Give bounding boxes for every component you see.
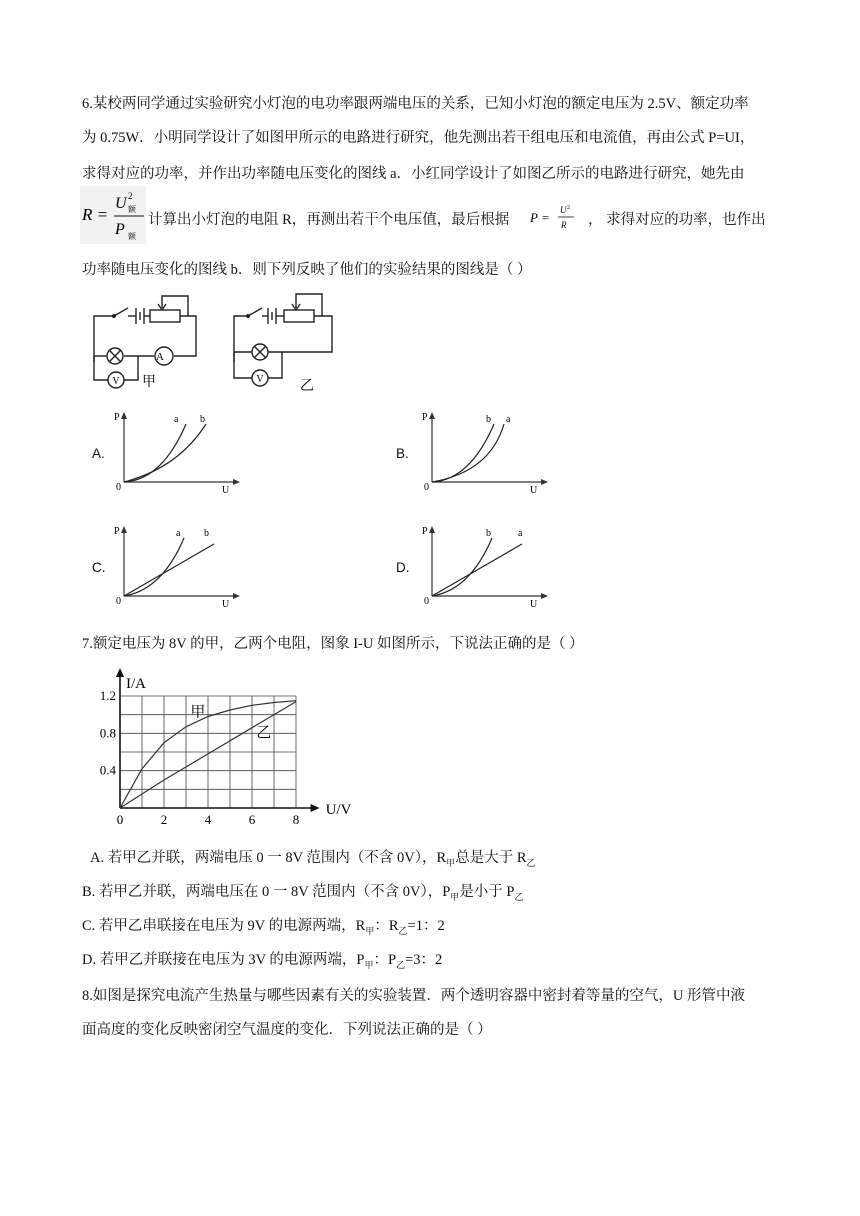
q6-option-a-label[interactable]: A.: [92, 446, 105, 461]
x-axis-label: U: [222, 599, 230, 608]
q6-option-d-graph[interactable]: [420, 524, 550, 608]
x-tick-label: 4: [204, 812, 212, 827]
circuit-jia-wire-left: [94, 316, 114, 362]
curve-2: [432, 424, 504, 482]
x-arrow: [233, 479, 240, 485]
q6-line-4-mid: 计算出小灯泡的电阻 R，再测出若干个电压值，最后根据: [148, 212, 510, 228]
curve-1-label: b: [486, 528, 491, 539]
curve-2-label: a: [506, 414, 511, 425]
q6-option-d-label[interactable]: D.: [396, 560, 410, 575]
q7-option-d-sub1: 甲: [364, 959, 374, 970]
q7-option-c-sub2: 乙: [398, 925, 408, 936]
x-tick-label: 8: [292, 812, 300, 827]
q6-option-b-label[interactable]: B.: [396, 446, 409, 461]
x-tick-label: 0: [116, 812, 124, 827]
x-axis-label: U: [530, 599, 538, 608]
q7-option-c-sub1: 甲: [365, 925, 375, 936]
formula-r: [82, 186, 148, 244]
y-arrow: [121, 412, 127, 419]
x-arrow: [541, 593, 548, 599]
curve-2: [124, 424, 206, 482]
q7-option-d-text: D. 若甲乙并联接在电压为 3V 的电源两端，P: [82, 952, 365, 968]
formula-r-den-sub: 额: [128, 232, 136, 241]
curve-1-label: a: [176, 528, 181, 539]
series-1-label: 甲: [190, 704, 206, 721]
formula-p: [530, 200, 580, 236]
q7-option-a-sub1: 甲: [446, 857, 456, 868]
x-axis-label: U/V: [325, 802, 352, 818]
circuit-yi-switch: [248, 308, 262, 316]
curve-2: [432, 544, 522, 596]
q7-option-b[interactable]: [82, 880, 782, 903]
circuit-jia-slider: [162, 296, 188, 316]
formula-r-num-sup: 2: [128, 191, 133, 201]
y-tick-label: 0.8: [99, 725, 116, 741]
curve-2-label: b: [200, 414, 205, 425]
formula-r-lhs: R =: [82, 205, 109, 224]
q7-option-c-text3: =1：2: [407, 918, 445, 934]
q8-line-1: 8.如图是探究电流产生热量与哪些因素有关的实验装置．两个透明容器中密封着等量的空气，U 形管中液: [82, 988, 745, 1004]
x-tick-label: 2: [160, 812, 168, 827]
q8-line-2: 面高度的变化反映密闭空气温度的变化．下列说法正确的是（ ）: [82, 1022, 492, 1038]
q7-option-b-sub1: 甲: [450, 891, 460, 902]
y-axis-label: P: [422, 412, 428, 423]
x-arrow: [311, 804, 320, 812]
x-axis-label: U: [222, 485, 230, 494]
x-tick-label: 6: [248, 812, 256, 827]
q7-stem: 7.额定电压为 8V 的甲，乙两个电阻，图象 I-U 如图所示，下说法正确的是（ ）: [82, 636, 584, 652]
y-arrow: [429, 412, 435, 419]
q7-option-a-text: A. 若甲乙并联，两端电压 0 一 8V 范围内（不含 0V），R: [90, 850, 447, 866]
circuit-label-yi: 乙: [300, 379, 314, 392]
formula-p-den: R: [561, 220, 567, 230]
q7-option-d-text2: ：P: [373, 952, 397, 968]
origin-label: 0: [116, 596, 121, 607]
q6-option-c-label[interactable]: C.: [92, 560, 106, 575]
q7-option-a-text2: 总是大于 R: [455, 850, 527, 866]
q7-option-a[interactable]: [90, 846, 790, 869]
circuit-jia-volt-wire: [94, 356, 108, 380]
formula-r-den: P: [115, 221, 125, 238]
curve-2-label: a: [518, 528, 523, 539]
q6-option-c-graph[interactable]: [112, 524, 242, 608]
circuit-jia: [78, 288, 208, 392]
q7-option-b-text2: 是小于 P: [459, 884, 515, 900]
curve-2: [124, 544, 214, 596]
ammeter-label: A: [156, 351, 164, 363]
curve-1-label: b: [486, 414, 491, 425]
y-axis-label: P: [114, 526, 120, 537]
q7-option-a-sub2: 乙: [526, 857, 536, 868]
q7-option-c[interactable]: [82, 914, 782, 937]
y-tick-label: 0.4: [99, 762, 116, 778]
circuit-yi-rheostat: [284, 310, 314, 322]
q7-option-b-text: B. 若甲乙并联，两端电压在 0 一 8V 范围内（不含 0V），P: [82, 884, 451, 900]
q7-option-d[interactable]: [82, 948, 782, 971]
q7-option-d-text3: =3：2: [405, 952, 443, 968]
y-axis-label: I/A: [126, 676, 146, 692]
formula-p-num: U: [560, 205, 567, 215]
q6-line-3: 求得对应的功率，并作出功率随电压变化的图线 a．小红同学设计了如图乙所示的电路进行研究，她先由: [82, 166, 745, 182]
circuit-label-jia: 甲: [142, 375, 156, 390]
y-axis-label: P: [114, 412, 120, 423]
y-arrow: [429, 526, 435, 533]
q7-option-d-sub2: 乙: [396, 959, 406, 970]
formula-r-num: U: [115, 195, 127, 212]
x-arrow: [233, 593, 240, 599]
q6-option-a-graph[interactable]: [112, 410, 242, 494]
q6-line-2: 为 0.75W．小明同学设计了如图甲所示的电路进行研究，他先测出若干组电压和电流值，再由公式 P=UI，: [82, 130, 755, 146]
circuit-yi: [222, 288, 342, 392]
origin-label: 0: [424, 596, 429, 607]
curve-1: [124, 424, 186, 482]
curve-2-label: b: [204, 528, 209, 539]
q7-option-b-sub2: 乙: [514, 891, 524, 902]
formula-r-num-sub: 额: [128, 205, 136, 214]
q6-option-b-graph[interactable]: [420, 410, 550, 494]
y-arrow: [121, 526, 127, 533]
q6-line-5: 功率随电压变化的图线 b．则下列反映了他们的实验结果的图线是（ ）: [82, 262, 532, 278]
y-tick-label: 1.2: [99, 688, 116, 703]
series-2-label: 乙: [256, 725, 272, 742]
y-axis-label: P: [422, 526, 428, 537]
q6-line-4-end: ， 求得对应的功率，也作出: [588, 212, 766, 228]
q7-option-c-text2: ：R: [374, 918, 399, 934]
formula-p-lhs: P =: [530, 210, 550, 225]
voltmeter-label-jia: V: [112, 376, 120, 387]
voltmeter-label-yi: V: [256, 374, 264, 385]
circuit-jia-rheostat: [150, 310, 180, 322]
origin-label: 0: [116, 482, 121, 493]
iu-chart: [86, 668, 376, 834]
x-arrow: [541, 479, 548, 485]
x-axis-label: U: [530, 485, 538, 494]
q6-line-1: 6.某校两同学通过实验研究小灯泡的电功率跟两端电压的关系，已知小灯泡的额定电压为 2.5V、额定功率: [82, 96, 749, 112]
curve-1-label: a: [174, 414, 179, 425]
curve-1: [432, 424, 494, 482]
q7-option-c-text: C. 若甲乙串联接在电压为 9V 的电源两端，R: [82, 918, 366, 934]
formula-p-num-sup: 2: [567, 205, 570, 211]
y-arrow: [116, 668, 124, 677]
origin-label: 0: [424, 482, 429, 493]
circuit-jia-switch: [114, 308, 128, 316]
